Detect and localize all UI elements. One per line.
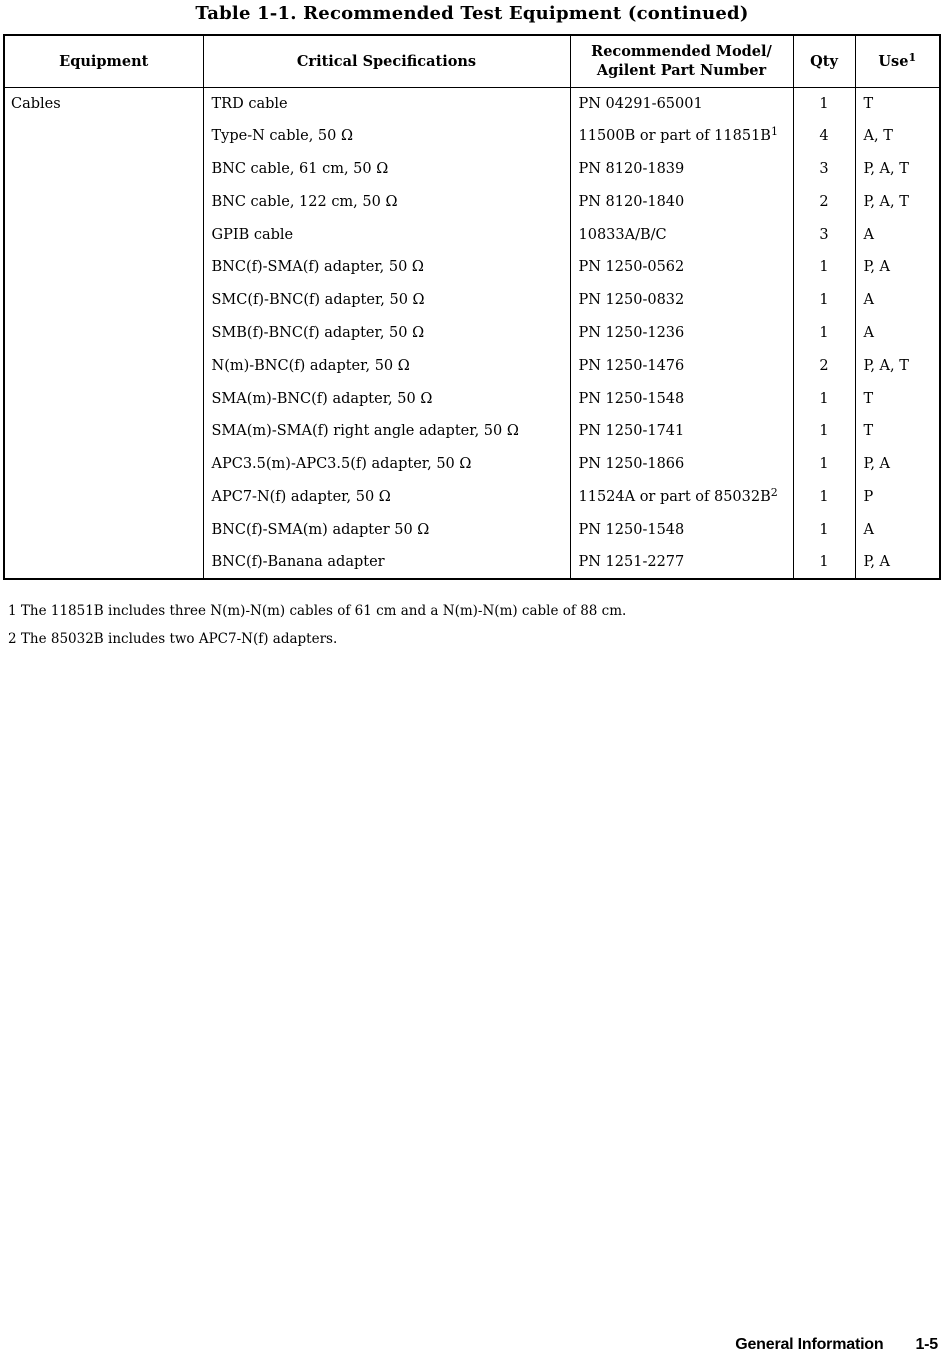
spec-cell: SMB(f)-BNC(f) adapter, 50 Ω — [203, 317, 570, 350]
spec-cell: APC3.5(m)-APC3.5(f) adapter, 50 Ω — [203, 448, 570, 481]
model-cell: PN 1250-0562 — [570, 251, 793, 284]
footer-section-label: General Information — [735, 1336, 884, 1353]
use-cell: P, A, T — [855, 153, 940, 186]
footer-page-number: 1-5 — [915, 1336, 938, 1353]
spec-cell: BNC(f)-SMA(f) adapter, 50 Ω — [203, 251, 570, 284]
model-cell: PN 1250-1476 — [570, 349, 793, 382]
qty-cell: 1 — [793, 284, 855, 317]
spec-cell: BNC(f)-Banana adapter — [203, 546, 570, 579]
table-row — [4, 87, 940, 120]
page-title: Table 1-1. Recommended Test Equipment (continued) — [195, 3, 749, 24]
qty-cell: 2 — [793, 349, 855, 382]
use-cell: T — [855, 415, 940, 448]
qty-cell: 1 — [793, 481, 855, 514]
use-cell: A — [855, 317, 940, 350]
qty-cell: 1 — [793, 251, 855, 284]
footnotes — [8, 597, 944, 653]
spec-cell: BNC(f)-SMA(m) adapter 50 Ω — [203, 513, 570, 546]
use-cell: T — [855, 87, 940, 120]
model-cell: 11524A or part of $85032B^2$ — [570, 481, 793, 514]
spec-cell: GPIB cable — [203, 218, 570, 251]
spec-cell: APC7-N(f) adapter, 50 Ω — [203, 481, 570, 514]
column-header-recommended-model: Recommended Model/ Agilent Part Number — [570, 35, 793, 87]
model-cell: PN 04291-65001 — [570, 87, 793, 120]
qty-cell: 2 — [793, 185, 855, 218]
qty-cell: 1 — [793, 382, 855, 415]
qty-cell: 3 — [793, 153, 855, 186]
use-cell: P — [855, 481, 940, 514]
spec-cell: BNC cable, 122 cm, 50 Ω — [203, 185, 570, 218]
spec-cell: SMA(m)-BNC(f) adapter, 50 Ω — [203, 382, 570, 415]
model-cell: 11500B or part of $11851B^1$ — [570, 120, 793, 153]
model-cell: PN 1250-0832 — [570, 284, 793, 317]
use-cell: A, T — [855, 120, 940, 153]
model-cell: PN 1250-1741 — [570, 415, 793, 448]
use-cell: T — [855, 382, 940, 415]
use-cell: P, A — [855, 251, 940, 284]
spec-cell: N(m)-BNC(f) adapter, 50 Ω — [203, 349, 570, 382]
model-cell: PN 1250-1236 — [570, 317, 793, 350]
spec-cell: Type-N cable, 50 Ω — [203, 120, 570, 153]
equipment-group-cell: Cables — [4, 87, 203, 579]
model-cell: 10833A/B/C — [570, 218, 793, 251]
use-cell: A — [855, 513, 940, 546]
footnote-2: 2 The 85032B includes two APC7-N(f) adapters. — [8, 630, 338, 647]
page-footer — [735, 1336, 938, 1354]
qty-cell: 1 — [793, 317, 855, 350]
spec-cell: SMC(f)-BNC(f) adapter, 50 Ω — [203, 284, 570, 317]
equipment-table — [3, 34, 941, 580]
use-cell: A — [855, 218, 940, 251]
column-header-equipment: Equipment — [4, 35, 203, 87]
column-header-qty: Qty — [793, 35, 855, 87]
model-cell: PN 1250-1548 — [570, 513, 793, 546]
use-cell: P, A — [855, 448, 940, 481]
spec-cell: TRD cable — [203, 87, 570, 120]
model-cell: PN 1250-1548 — [570, 382, 793, 415]
model-cell: PN 8120-1839 — [570, 153, 793, 186]
qty-cell: 4 — [793, 120, 855, 153]
use-cell: P, A, T — [855, 185, 940, 218]
table-header-row — [4, 35, 940, 87]
footnote-1: 1 The 11851B includes three N(m)-N(m) cables of 61 cm and a N(m)-N(m) cable of 88 cm. — [8, 602, 627, 619]
model-cell: PN 8120-1840 — [570, 185, 793, 218]
qty-cell: 1 — [793, 87, 855, 120]
spec-cell: SMA(m)-SMA(f) right angle adapter, 50 Ω — [203, 415, 570, 448]
qty-cell: 1 — [793, 546, 855, 579]
column-header-use: Use$^1$ — [855, 35, 940, 87]
qty-cell: 3 — [793, 218, 855, 251]
column-header-critical-specifications: Critical Specifications — [203, 35, 570, 87]
use-cell: A — [855, 284, 940, 317]
model-cell: PN 1250-1866 — [570, 448, 793, 481]
model-cell: PN 1251-2277 — [570, 546, 793, 579]
use-footnote-marker: 1 — [908, 50, 917, 64]
qty-cell: 1 — [793, 415, 855, 448]
use-cell: P, A, T — [855, 349, 940, 382]
qty-cell: 1 — [793, 513, 855, 546]
qty-cell: 1 — [793, 448, 855, 481]
spec-cell: BNC cable, 61 cm, 50 Ω — [203, 153, 570, 186]
use-cell: P, A — [855, 546, 940, 579]
